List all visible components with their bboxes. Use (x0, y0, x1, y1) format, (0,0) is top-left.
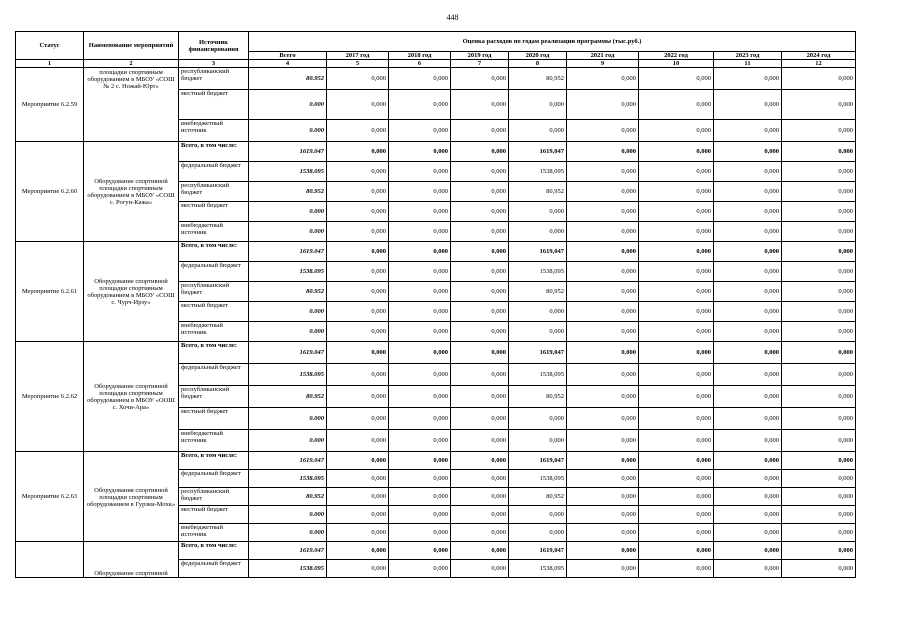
year-value: 1619,047 (509, 542, 567, 560)
row-total: 0.000 (249, 90, 327, 120)
year-value: 0,000 (639, 386, 714, 408)
year-value: 0,000 (567, 506, 639, 524)
year-value: 0,000 (509, 120, 567, 142)
column-number: 7 (451, 60, 509, 68)
funding-source: федеральный бюджет (179, 262, 249, 282)
year-value: 0,000 (782, 162, 856, 182)
row-total: 0.000 (249, 222, 327, 242)
year-value: 0,000 (389, 386, 451, 408)
table-row (16, 142, 856, 162)
measure-name: Оборудование спортивной площадки спортивным оборудованием в МБОУ «ООШ с. Хочи-Ара» (84, 342, 179, 452)
year-value: 0,000 (639, 68, 714, 90)
year-value: 0,000 (451, 162, 509, 182)
year-value: 0,000 (567, 386, 639, 408)
year-value: 0,000 (451, 430, 509, 452)
year-value: 1619,047 (509, 452, 567, 470)
year-value: 0,000 (389, 242, 451, 262)
year-value: 0,000 (714, 68, 782, 90)
year-value: 0,000 (451, 302, 509, 322)
year-value: 0,000 (567, 342, 639, 364)
measure-status: Мероприятие 6.2.59 (16, 68, 84, 142)
column-number: 11 (714, 60, 782, 68)
year-value: 0,000 (782, 182, 856, 202)
funding-source: внебюджетный источник (179, 322, 249, 342)
year-value: 0,000 (639, 408, 714, 430)
year-value: 0,000 (451, 408, 509, 430)
year-value: 0,000 (327, 470, 389, 488)
year-value: 0,000 (389, 364, 451, 386)
header-year: 2023 год (714, 52, 782, 60)
year-value: 0,000 (567, 262, 639, 282)
header-year: 2018 год (389, 52, 451, 60)
funding-source: республиканский бюджет (179, 282, 249, 302)
measure-name: Оборудование спортивной площадки спортивным оборудованием в МБОУ «СОШ с. Чурч-Ирзу» (84, 242, 179, 342)
row-total: 1538.095 (249, 560, 327, 578)
year-value: 0,000 (782, 90, 856, 120)
header-total: Всего (249, 52, 327, 60)
year-value: 0,000 (451, 524, 509, 542)
year-value: 0,000 (451, 182, 509, 202)
year-value: 0,000 (714, 262, 782, 282)
year-value: 0,000 (389, 120, 451, 142)
funding-source: внебюджетный источник (179, 120, 249, 142)
year-value: 0,000 (567, 68, 639, 90)
row-total: 80.952 (249, 386, 327, 408)
year-value: 0,000 (327, 68, 389, 90)
year-value: 0,000 (639, 242, 714, 262)
row-total: 0.000 (249, 408, 327, 430)
year-value: 0,000 (567, 222, 639, 242)
row-total: 1538.095 (249, 470, 327, 488)
year-value: 0,000 (567, 242, 639, 262)
year-value: 0,000 (639, 524, 714, 542)
year-value: 0,000 (567, 162, 639, 182)
year-value: 0,000 (639, 452, 714, 470)
year-value: 0,000 (451, 470, 509, 488)
year-value: 0,000 (389, 202, 451, 222)
year-value: 0,000 (714, 470, 782, 488)
year-value: 0,000 (389, 452, 451, 470)
year-value: 0,000 (509, 222, 567, 242)
year-value: 0,000 (451, 364, 509, 386)
year-value: 0,000 (639, 182, 714, 202)
year-value: 0,000 (714, 120, 782, 142)
year-value: 0,000 (714, 342, 782, 364)
row-total: 0.000 (249, 120, 327, 142)
year-value: 0,000 (782, 364, 856, 386)
year-value: 0,000 (639, 430, 714, 452)
year-value: 0,000 (389, 560, 451, 578)
year-value: 0,000 (451, 282, 509, 302)
year-value: 1538,095 (509, 560, 567, 578)
year-value: 0,000 (714, 488, 782, 506)
year-value: 0,000 (782, 222, 856, 242)
year-value: 0,000 (639, 364, 714, 386)
year-value: 0,000 (782, 262, 856, 282)
table-row (16, 242, 856, 262)
year-value: 0,000 (327, 90, 389, 120)
measure-status: Мероприятие 6.2.60 (16, 142, 84, 242)
year-value: 0,000 (389, 162, 451, 182)
year-value: 0,000 (327, 342, 389, 364)
year-value: 0,000 (509, 524, 567, 542)
year-value: 0,000 (714, 524, 782, 542)
column-number: 1 (16, 60, 84, 68)
row-total: 0.000 (249, 302, 327, 322)
funding-source: республиканский бюджет (179, 386, 249, 408)
funding-source: внебюджетный источник (179, 524, 249, 542)
row-total: 80.952 (249, 182, 327, 202)
year-value: 0,000 (782, 302, 856, 322)
year-value: 0,000 (567, 120, 639, 142)
year-value: 0,000 (639, 142, 714, 162)
year-value: 0,000 (327, 524, 389, 542)
year-value: 0,000 (782, 408, 856, 430)
year-value: 0,000 (782, 542, 856, 560)
year-value: 0,000 (451, 542, 509, 560)
measure-status: Мероприятие 6.2.63 (16, 452, 84, 542)
year-value: 0,000 (714, 182, 782, 202)
year-value: 0,000 (451, 142, 509, 162)
year-value: 0,000 (327, 302, 389, 322)
year-value: 1538,095 (509, 470, 567, 488)
year-value: 0,000 (327, 506, 389, 524)
year-value: 0,000 (714, 242, 782, 262)
year-value: 1619,047 (509, 142, 567, 162)
year-value: 0,000 (782, 506, 856, 524)
column-number: 12 (782, 60, 856, 68)
year-value: 0,000 (327, 182, 389, 202)
year-value: 0,000 (389, 506, 451, 524)
year-value: 0,000 (389, 470, 451, 488)
year-value: 0,000 (567, 90, 639, 120)
year-value: 1538,095 (509, 162, 567, 182)
year-value: 0,000 (567, 302, 639, 322)
year-value: 0,000 (327, 162, 389, 182)
year-value: 0,000 (327, 322, 389, 342)
year-value: 0,000 (567, 430, 639, 452)
year-value: 0,000 (714, 322, 782, 342)
year-value: 0,000 (451, 322, 509, 342)
year-value: 0,000 (567, 542, 639, 560)
row-total: 0.000 (249, 524, 327, 542)
year-value: 0,000 (782, 488, 856, 506)
year-value: 0,000 (639, 542, 714, 560)
year-value: 0,000 (782, 142, 856, 162)
table-row (16, 68, 856, 90)
header-year: 2019 год (451, 52, 509, 60)
year-value: 0,000 (389, 430, 451, 452)
year-value: 0,000 (782, 120, 856, 142)
year-value: 1538,095 (509, 364, 567, 386)
table-row (16, 452, 856, 470)
year-value: 0,000 (782, 202, 856, 222)
year-value: 0,000 (451, 222, 509, 242)
year-value: 0,000 (389, 542, 451, 560)
year-value: 0,000 (389, 524, 451, 542)
measure-name: Оборудования спортивной площадки спортивным оборудованием в Гурзки-Мохк» (84, 452, 179, 542)
year-value: 0,000 (567, 364, 639, 386)
funding-source: Всего, в том числе: (179, 542, 249, 560)
row-total: 80.952 (249, 488, 327, 506)
year-value: 0,000 (714, 452, 782, 470)
year-value: 0,000 (639, 162, 714, 182)
year-value: 0,000 (327, 282, 389, 302)
header-year: 2020 год (509, 52, 567, 60)
row-total: 1538.095 (249, 162, 327, 182)
year-value: 0,000 (639, 262, 714, 282)
year-value: 0,000 (327, 222, 389, 242)
year-value: 0,000 (567, 202, 639, 222)
year-value: 0,000 (567, 182, 639, 202)
year-value: 0,000 (639, 560, 714, 578)
header-year: 2021 год (567, 52, 639, 60)
year-value: 0,000 (327, 364, 389, 386)
year-value: 0,000 (639, 470, 714, 488)
year-value: 0,000 (451, 488, 509, 506)
year-value: 0,000 (639, 342, 714, 364)
funding-source: федеральный бюджет (179, 560, 249, 578)
year-value: 0,000 (639, 120, 714, 142)
funding-source: республиканский бюджет (179, 488, 249, 506)
year-value: 0,000 (714, 142, 782, 162)
measure-status: Мероприятие 6.2.61 (16, 242, 84, 342)
row-total: 80.952 (249, 282, 327, 302)
row-total: 0.000 (249, 506, 327, 524)
year-value: 0,000 (567, 408, 639, 430)
year-value: 0,000 (782, 342, 856, 364)
year-value: 0,000 (451, 90, 509, 120)
funding-source: местный бюджет (179, 408, 249, 430)
funding-source: Всего, в том числе: (179, 242, 249, 262)
funding-source: внебюджетный источник (179, 222, 249, 242)
year-value: 0,000 (389, 222, 451, 242)
year-value: 0,000 (714, 364, 782, 386)
year-value: 80,952 (509, 282, 567, 302)
measure-status: Мероприятие 6.2.62 (16, 342, 84, 452)
measure-name: Оборудование спортивной площадки спортивным оборудованием в МБОУ «СОШ с. Рогун-Кажа» (84, 142, 179, 242)
row-total: 1538.095 (249, 262, 327, 282)
column-number: 3 (179, 60, 249, 68)
year-value: 0,000 (509, 430, 567, 452)
year-value: 0,000 (782, 322, 856, 342)
table-row (16, 542, 856, 560)
column-number: 9 (567, 60, 639, 68)
year-value: 0,000 (389, 90, 451, 120)
funding-source: местный бюджет (179, 302, 249, 322)
funding-source: Всего, в том числе: (179, 342, 249, 364)
year-value: 0,000 (567, 282, 639, 302)
year-value: 0,000 (327, 560, 389, 578)
year-value: 0,000 (639, 202, 714, 222)
row-total: 1619.047 (249, 142, 327, 162)
column-number: 4 (249, 60, 327, 68)
year-value: 0,000 (451, 68, 509, 90)
year-value: 0,000 (327, 408, 389, 430)
year-value: 0,000 (451, 262, 509, 282)
year-value: 0,000 (327, 202, 389, 222)
funding-source: Всего, в том числе: (179, 142, 249, 162)
year-value: 0,000 (327, 142, 389, 162)
funding-source: республиканский бюджет (179, 68, 249, 90)
year-value: 0,000 (714, 386, 782, 408)
funding-source: федеральный бюджет (179, 364, 249, 386)
row-total: 1619.047 (249, 242, 327, 262)
year-value: 0,000 (714, 506, 782, 524)
year-value: 0,000 (714, 202, 782, 222)
year-value: 0,000 (782, 470, 856, 488)
year-value: 0,000 (509, 408, 567, 430)
year-value: 0,000 (451, 506, 509, 524)
year-value: 0,000 (451, 386, 509, 408)
column-number: 6 (389, 60, 451, 68)
year-value: 0,000 (639, 222, 714, 242)
row-total: 1619.047 (249, 342, 327, 364)
year-value: 80,952 (509, 182, 567, 202)
funding-source: республиканский бюджет (179, 182, 249, 202)
year-value: 0,000 (451, 120, 509, 142)
year-value: 0,000 (714, 282, 782, 302)
year-value: 0,000 (509, 506, 567, 524)
year-value: 80,952 (509, 488, 567, 506)
row-total: 80.952 (249, 68, 327, 90)
column-number: 10 (639, 60, 714, 68)
year-value: 0,000 (327, 452, 389, 470)
year-value: 0,000 (327, 542, 389, 560)
year-value: 0,000 (389, 322, 451, 342)
year-value: 0,000 (389, 302, 451, 322)
year-value: 0,000 (782, 242, 856, 262)
year-value: 0,000 (389, 182, 451, 202)
year-value: 0,000 (327, 386, 389, 408)
funding-source: федеральный бюджет (179, 162, 249, 182)
year-value: 0,000 (782, 386, 856, 408)
row-total: 1619.047 (249, 452, 327, 470)
year-value: 0,000 (327, 120, 389, 142)
year-value: 0,000 (639, 488, 714, 506)
header-name: Наименование мероприятий (84, 32, 179, 60)
funding-source: Всего, в том числе: (179, 452, 249, 470)
year-value: 0,000 (714, 162, 782, 182)
year-value: 0,000 (782, 560, 856, 578)
row-total: 0.000 (249, 322, 327, 342)
year-value: 0,000 (509, 322, 567, 342)
year-value: 0,000 (509, 202, 567, 222)
year-value: 0,000 (782, 282, 856, 302)
header-status: Статус (16, 32, 84, 60)
page-number: 448 (446, 13, 459, 22)
year-value: 80,952 (509, 68, 567, 90)
row-total: 0.000 (249, 202, 327, 222)
measure-status (16, 542, 84, 578)
year-value: 0,000 (389, 142, 451, 162)
year-value: 0,000 (714, 542, 782, 560)
expenditure-table (15, 31, 856, 578)
year-value: 0,000 (451, 242, 509, 262)
year-value: 0,000 (567, 488, 639, 506)
year-value: 0,000 (567, 560, 639, 578)
year-value: 0,000 (782, 430, 856, 452)
funding-source: местный бюджет (179, 506, 249, 524)
year-value: 0,000 (714, 408, 782, 430)
year-value: 0,000 (639, 282, 714, 302)
table-row (16, 342, 856, 364)
year-value: 0,000 (389, 408, 451, 430)
year-value: 0,000 (782, 68, 856, 90)
year-value: 0,000 (327, 242, 389, 262)
header-cost: Оценка расходов по годам реализации программы (тыс.руб.) (249, 32, 856, 52)
year-value: 80,952 (509, 386, 567, 408)
year-value: 0,000 (451, 452, 509, 470)
year-value: 0,000 (782, 452, 856, 470)
year-value: 0,000 (451, 560, 509, 578)
year-value: 0,000 (509, 302, 567, 322)
year-value: 0,000 (389, 488, 451, 506)
column-number: 8 (509, 60, 567, 68)
header-year: 2022 год (639, 52, 714, 60)
header-source: Источник финансирования (179, 32, 249, 60)
column-number: 2 (84, 60, 179, 68)
year-value: 0,000 (567, 322, 639, 342)
year-value: 0,000 (509, 90, 567, 120)
year-value: 0,000 (567, 142, 639, 162)
year-value: 0,000 (451, 342, 509, 364)
year-value: 1619,047 (509, 342, 567, 364)
year-value: 0,000 (327, 430, 389, 452)
year-value: 0,000 (389, 282, 451, 302)
row-total: 1619.047 (249, 542, 327, 560)
funding-source: федеральный бюджет (179, 470, 249, 488)
row-total: 0.000 (249, 430, 327, 452)
funding-source: местный бюджет (179, 90, 249, 120)
year-value: 0,000 (327, 488, 389, 506)
year-value: 1619,047 (509, 242, 567, 262)
year-value: 0,000 (639, 90, 714, 120)
funding-source: внебюджетный источник (179, 430, 249, 452)
year-value: 0,000 (639, 506, 714, 524)
year-value: 0,000 (567, 524, 639, 542)
row-total: 1538.095 (249, 364, 327, 386)
year-value: 0,000 (451, 202, 509, 222)
funding-source: местный бюджет (179, 202, 249, 222)
year-value: 0,000 (782, 524, 856, 542)
year-value: 0,000 (567, 470, 639, 488)
header-year: 2024 год (782, 52, 856, 60)
year-value: 0,000 (714, 90, 782, 120)
year-value: 1538,095 (509, 262, 567, 282)
year-value: 0,000 (389, 342, 451, 364)
measure-name: площадки спортивным оборудованием в МБОУ «СОШ № 2 с. Ножай-Юрт» (84, 68, 179, 142)
year-value: 0,000 (639, 302, 714, 322)
year-value: 0,000 (714, 560, 782, 578)
year-value: 0,000 (567, 452, 639, 470)
year-value: 0,000 (327, 262, 389, 282)
year-value: 0,000 (714, 222, 782, 242)
year-value: 0,000 (389, 262, 451, 282)
measure-name: Оборудование спортивной (84, 542, 179, 578)
column-number: 5 (327, 60, 389, 68)
header-year: 2017 год (327, 52, 389, 60)
year-value: 0,000 (714, 430, 782, 452)
year-value: 0,000 (714, 302, 782, 322)
year-value: 0,000 (639, 322, 714, 342)
year-value: 0,000 (389, 68, 451, 90)
